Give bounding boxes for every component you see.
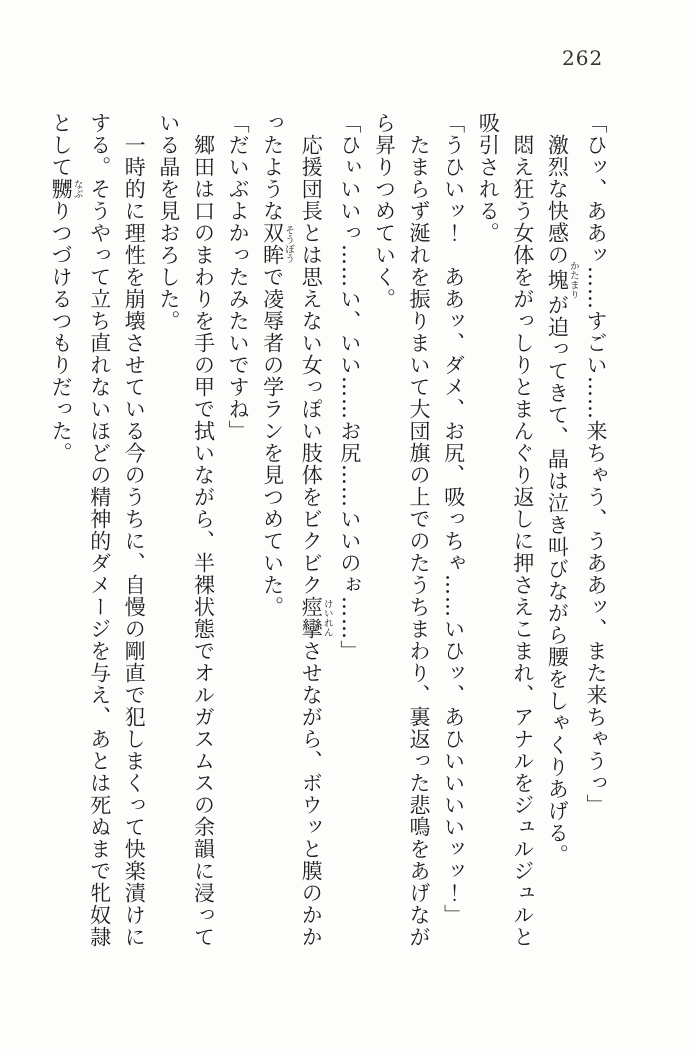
furigana: かたまり xyxy=(567,261,579,299)
text-column-5: 「うひいッ！ ああッ、ダメ、お尻、吸っちゃ……いひッ、あひいいいいッッ！」 xyxy=(441,112,466,926)
text-column-10: ったような双眸そうぼうで凌辱者の学ランを見つめていた。 xyxy=(260,112,295,618)
text-column-8: 「ひぃいいっ……い、いい……お尻……いいのぉ……」 xyxy=(337,112,362,662)
page-number: 262 xyxy=(562,46,604,70)
text-column-3: 悶え狂う女体をがっしりとまんぐり返しに押さえこまれ、アナルをジュルジュルと xyxy=(510,134,535,948)
text-column-2: 激烈な快感の塊かたまりが迫ってきて、晶は泣き叫びながら腰をしゃくりあげる。 xyxy=(545,134,579,866)
text-column-4: 吸引される。 xyxy=(476,112,501,244)
text-column-13: いる晶を見おろした。 xyxy=(156,112,181,332)
furigana: なぶ xyxy=(71,178,83,200)
text-column-12: 郷田は口のまわりを手の甲で拭いながら、半裸状態でオルガスムスの余韻に浸って xyxy=(191,134,216,948)
text-column-7: ら昇りつめていく。 xyxy=(372,112,397,310)
ruby-annotated-word: 嬲なぶ xyxy=(49,178,83,200)
text-column-9: 応援団長とは思えない女っぽい肢体をビクビク痙攣けいれんさせながら、ボウッと膜のかか xyxy=(299,134,333,948)
ruby-annotated-word: 痙攣けいれん xyxy=(299,596,333,640)
text-column-6: たまらず涎れを振りまいて大団旗の上でのたうちまわり、裏返った悲鳴をあげなが xyxy=(407,134,432,948)
ruby-annotated-word: 塊かたまり xyxy=(545,261,579,299)
furigana: そうぼう xyxy=(283,222,295,266)
furigana: けいれん xyxy=(321,596,333,640)
text-column-14: 一時的に理性を崩壊させている今のうちに、自慢の剛直で犯しまくって快楽漬けに xyxy=(122,134,147,948)
text-column-1: 「ひッ、ああッ……すごい……来ちゃう、うああッ、また来ちゃうっ」 xyxy=(584,112,608,816)
text-column-11: 「だいぶよかったみたいですね」 xyxy=(226,112,251,442)
text-column-16: として嬲なぶりつづけるつもりだった。 xyxy=(49,112,83,464)
text-column-15: する。そうやって立ち直れないほどの精神的ダメージを与え、あとは死ぬまで牝奴隷 xyxy=(87,112,112,948)
text-block xyxy=(44,112,614,994)
ruby-annotated-word: 双眸そうぼう xyxy=(260,222,295,266)
